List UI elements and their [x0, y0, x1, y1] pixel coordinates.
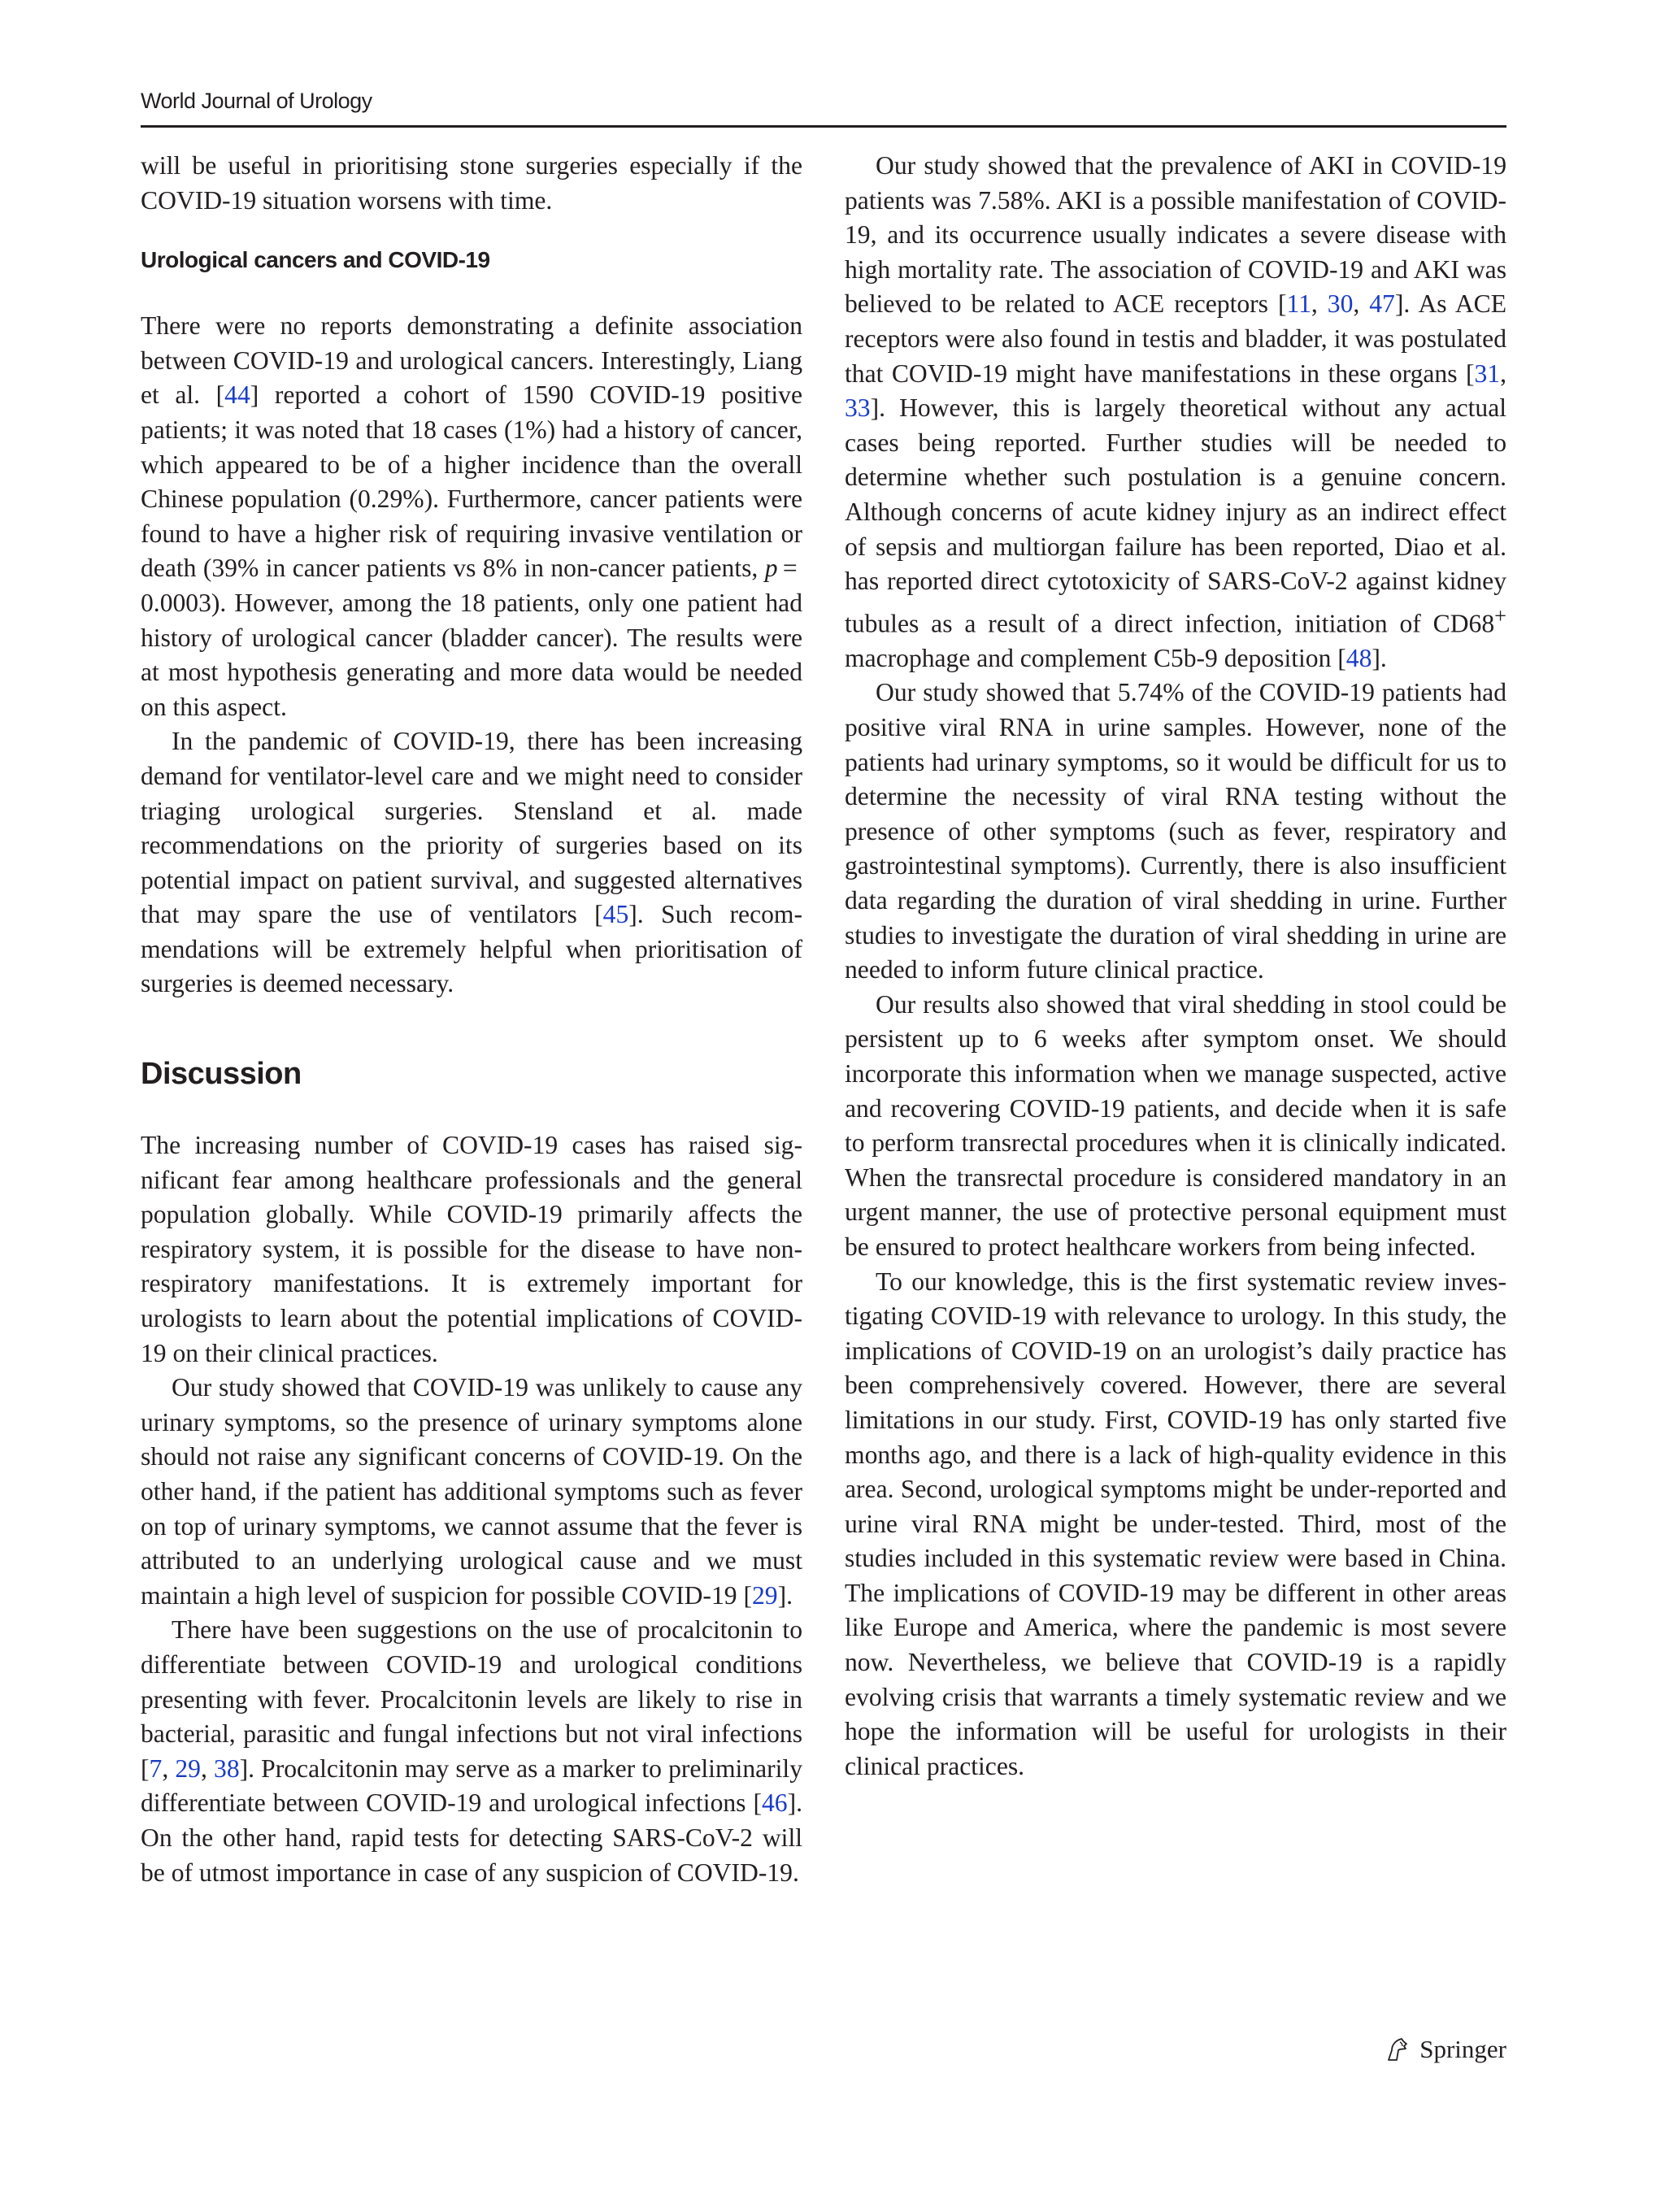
- citation-link[interactable]: 38: [214, 1754, 240, 1783]
- paragraph: Our study showed that COVID-19 was unlikely to cause any urinary symptoms, so the presence of urinary symptoms alone should not raise any significant concerns of COVID-19. On the other hand, if the patient has additional symptoms such as fever on top of urinary symptoms, we cannot assume that the fever is attributed to an underlying urological cause and we must maintain a high level of suspicion for possible COVID-19 [29].: [141, 1373, 802, 1610]
- publisher-name: Springer: [1419, 2035, 1506, 2063]
- left-column: [141, 149, 802, 1890]
- paragraph: To our knowledge, this is the first systematic review investigating COVID-19 with relevance to urology. In this study, the implications of COVID-19 on an urologist’s daily practice has been comprehensively covered. However, there are several limitations in our study. First, COVID-19 has only started five months ago, and there is a lack of high-quality evidence in this area. Second, urological symptoms might be under-reported and urine viral RNA might be under-tested. Third, most of the studies included in this systematic review were based in China. The implications of COVID-19 may be different in other areas like Europe and America, where the pandemic is most severe now. Nevertheless, we believe that COVID-19 is a rapidly evolving crisis that warrants a timely systematic review and we hope the information will be useful for urologists in their clinical practices.: [845, 1267, 1506, 1780]
- citation-link[interactable]: 44: [224, 380, 250, 410]
- paragraph-continued: will be useful in prioritising stone surgeries especially if the COVID-19 situation worsens with time.: [141, 151, 802, 215]
- paragraph: There were no reports demonstrating a definite association between COVID-19 and urological cancers. Interestingly, Liang et al. [44] reported a cohort of 1590 COVID-19 positive patients; it was noted that 18 cases (1%) had a history of cancer, which appeared to be of a higher incidence than the overall Chinese population (0.29%). Furthermore, cancer patients were found to have a higher risk of requiring invasive ventilation or death (39% in cancer patients vs 8% in non-cancer patients, p = 0.0003). However, among the 18 patients, only one patient had history of urological cancer (bladder cancer). The results were at most hypothesis generating and more data would be needed on this aspect.: [141, 311, 802, 721]
- running-header: [141, 83, 1506, 128]
- citation-link[interactable]: 30: [1327, 289, 1354, 319]
- paragraph: The increasing number of COVID-19 cases has raised significant fear among healthcare professionals and the general population globally. While COVID-19 primarily affects the respiratory system, it is possible for the disease to have non-respiratory manifestations. It is extremely important for urologists to learn about the potential implications of COVID-19 on their clinical practices.: [141, 1131, 802, 1367]
- section-heading: Discussion: [141, 1057, 302, 1092]
- citation-link[interactable]: 29: [751, 1580, 778, 1610]
- paragraph: Our study showed that 5.74% of the COVID-19 patients had positive viral RNA in urine samples. However, none of the patients had urinary symptoms, so it would be difficult for us to determine the necessity of viral RNA testing without the presence of other symptoms (such as fever, respiratory and gastrointestinal symptoms). Currently, there is also insufficient data regarding the duration of viral shedding in urine. Further studies to investigate the duration of viral shedding in urine are needed to inform future clinical practice.: [845, 678, 1506, 984]
- citation-link[interactable]: 11: [1286, 289, 1311, 319]
- citation-link[interactable]: 45: [602, 900, 629, 929]
- paragraph: In the pandemic of COVID-19, there has been increasing demand for ventilator-level care and we might need to consider triaging urological surgeries. Stensland et al. made recommendations on the priority of surgeries based on its potential impact on patient survival, and suggested alternatives that may spare the use of ventilators [45]. Such recommendations will be extremely helpful when prioritisation of surgeries is deemed necessary.: [141, 727, 803, 998]
- citation-link[interactable]: 33: [845, 393, 871, 423]
- citation-link[interactable]: 46: [761, 1788, 788, 1818]
- citation-link[interactable]: 48: [1345, 643, 1372, 672]
- citation-link[interactable]: 47: [1369, 289, 1395, 319]
- citation-link[interactable]: 29: [175, 1754, 201, 1783]
- citation-link[interactable]: 7: [149, 1754, 163, 1783]
- publisher-footer: [1384, 2035, 1506, 2064]
- paragraph: There have been suggestions on the use of procalcitonin to differentiate between COVID-19 and urological conditions presenting with fever. Procalcitonin levels are likely to rise in bacterial, parasitic and fungal infections but not viral infections [7, 29, 38]. Procalcitonin may serve as a marker to preliminarily differentiate between COVID-19 and urological infections [46]. On the other hand, rapid tests for detecting SARS-CoV-2 will be of utmost importance in case of any suspicion of COVID-19.: [141, 1615, 803, 1887]
- subsection-heading: Urological cancers and COVID-19: [141, 247, 490, 273]
- citation-link[interactable]: 31: [1474, 359, 1501, 388]
- paragraph: Our results also showed that viral shedding in stool could be persistent up to 6 weeks after symptom onset. We should incorporate this information when we manage suspected, active and recovering COVID-19 patients, and decide when it is safe to perform transrectal procedures when it is clinically indicated. When the transrectal procedure is considered mandatory in an urgent manner, the use of protective personal equipment must be ensured to protect healthcare workers from being infected.: [845, 989, 1506, 1261]
- springer-horse-icon: [1384, 2036, 1411, 2063]
- right-column: [845, 149, 1506, 1784]
- paragraph: Our study showed that the prevalence of AKI in COVID-19 patients was 7.58%. AKI is a possible manifestation of COVID-19, and its occurrence usually indicates a severe disease with high mortality rate. The association of COVID-19 and AKI was believed to be related to ACE receptors [11, 30, 47]. As ACE receptors were also found in testis and bladder, it was postulated that COVID-19 might have manifestations in these organs [31, 33]. However, this is largely theoretical without any actual cases being reported. Further studies will be needed to determine whether such postulation is a genuine concern. Although concerns of acute kidney injury as an indirect effect of sepsis and multiorgan failure has been reported, Diao et al. has reported direct cytotoxicity of SARS-CoV-2 against kidney tubules as a result of a direct infection, initiation of CD68+ macrophage and complement C5b-9 deposition [48].: [845, 151, 1507, 672]
- journal-title: World Journal of Urology: [141, 89, 372, 113]
